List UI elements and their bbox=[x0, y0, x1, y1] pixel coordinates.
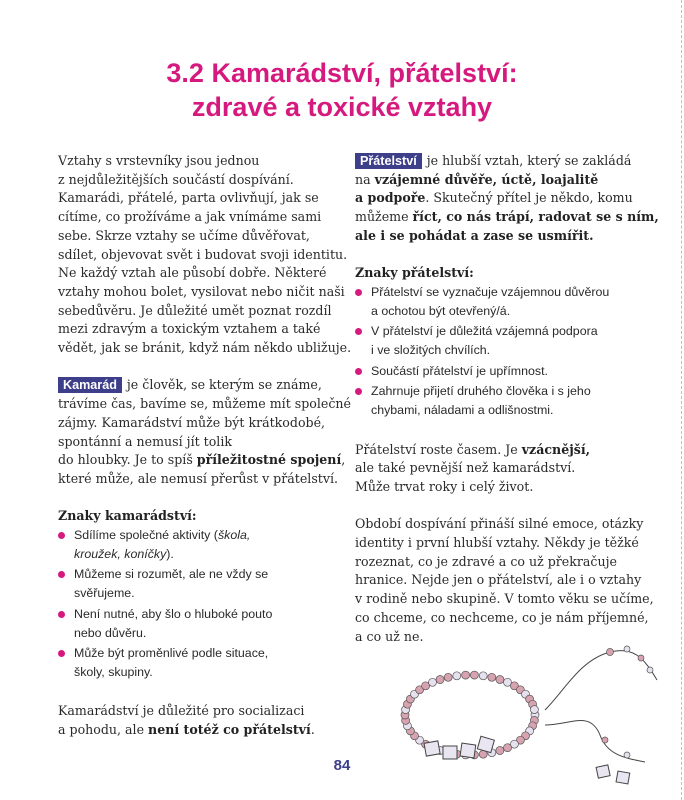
bead bbox=[453, 672, 461, 680]
kamarad-text: trávíme čas, bavíme se, můžeme mít společné bbox=[58, 396, 351, 412]
page-number: 84 bbox=[333, 757, 351, 774]
bead bbox=[436, 676, 444, 684]
kamarad-text: , bbox=[341, 452, 346, 468]
bead bbox=[470, 671, 478, 679]
bead bbox=[504, 744, 512, 752]
list-item-italic: kroužek, koníčky bbox=[74, 546, 167, 561]
pratelstvi-text: je hlubší vztah, který se zakládá bbox=[426, 153, 632, 168]
list-item bbox=[58, 526, 338, 563]
bead bbox=[462, 671, 470, 679]
intro-line: sebedůvěru. Je důležité umět poznat rozdíl bbox=[58, 302, 332, 318]
list-item-text: Přátelství se vyznačuje vzájemnou důvěrou bbox=[371, 284, 610, 299]
bead bbox=[496, 676, 504, 684]
outro-paragraph bbox=[58, 702, 338, 739]
list-item-text: Může být proměnlivé podle situace, bbox=[74, 646, 269, 661]
pratelstvi-text: můžeme bbox=[355, 209, 413, 225]
kamarad-paragraph bbox=[58, 376, 351, 488]
intro-line: cítíme, co prožíváme a jak vnímáme sami bbox=[58, 209, 322, 225]
list-item bbox=[355, 362, 645, 381]
list-item-text: Zahrnuje přijetí druhého člověka i s jeho bbox=[371, 384, 591, 399]
obdobi-line: Období dospívání přináší silné emoce, otázky bbox=[355, 516, 644, 532]
list-item bbox=[355, 382, 645, 419]
obdobi-line: rozeznat, co je zdravé a co už překračuje bbox=[355, 553, 617, 569]
list-item-text: chybami, náladami a odlišnostmi. bbox=[371, 403, 554, 418]
list-item bbox=[355, 283, 645, 320]
left-column bbox=[58, 152, 352, 740]
list-item bbox=[355, 322, 645, 359]
znaky-kamaradstvi-heading: Znaky kamarádství: bbox=[58, 508, 197, 524]
list-item-text: nebo důvěru. bbox=[74, 625, 147, 640]
pratelstvi-emphasis: ale i se pohádat a zase se usmířit. bbox=[355, 227, 594, 243]
kamarad-text: které může, ale nemusí přerůst v přátelství. bbox=[58, 470, 338, 486]
pratelstvi-text: na bbox=[355, 171, 375, 187]
bead bbox=[530, 706, 538, 714]
list-item-text: Můžeme si rozumět, ale ne vždy se bbox=[74, 567, 269, 582]
intro-line: sebe. Skrze vztahy se učíme důvěřovat, bbox=[58, 227, 310, 243]
intro-line: Vztahy s vrstevníky jsou jednou bbox=[58, 153, 260, 168]
pratelstvi-paragraph bbox=[355, 152, 659, 246]
outro-text: Kamarádství je důležité pro socializaci bbox=[58, 703, 305, 719]
pratelstvi-emphasis: říct, co nás trápí, radovat se s ním, bbox=[412, 209, 659, 225]
roste-text: ale také pevnější než kamarádství. bbox=[355, 460, 576, 476]
list-item-text: i ve složitých chvílích. bbox=[371, 343, 491, 358]
pratelstvi-text: . Skutečný přítel je někdo, komu bbox=[425, 190, 633, 206]
page-title-line-1: 3.2 Kamarádství, přátelství: bbox=[166, 58, 518, 88]
obdobi-line: hranice. Nejde jen o přátelství, ale i o vztahy bbox=[355, 572, 642, 588]
pratelstvi-emphasis: a podpoře bbox=[355, 190, 426, 206]
kamarad-text: je člověk, se kterým se známe, bbox=[126, 377, 322, 393]
roste-text: Může trvat roky i celý život. bbox=[355, 478, 534, 494]
list-item-text: Sdílíme společné aktivity ( bbox=[74, 528, 218, 543]
bead bbox=[488, 673, 496, 681]
roste-paragraph bbox=[355, 441, 645, 497]
list-item-text: Součástí přátelství je upřímnost. bbox=[371, 363, 548, 378]
list-item-text: školy, skupiny. bbox=[74, 664, 153, 679]
page-title bbox=[0, 56, 684, 124]
bead bbox=[496, 747, 504, 755]
list-item-text: ). bbox=[166, 546, 174, 561]
list-item bbox=[58, 605, 338, 642]
pratelstvi-emphasis: vzájemné důvěře, úctě, loajalitě bbox=[374, 171, 599, 187]
list-item-text: V přátelství je důležitá vzájemná podpora bbox=[371, 324, 598, 339]
intro-line: vědět, jak se bránit, když nám někdo ubližuje. bbox=[58, 340, 352, 356]
intro-line: sdílet, objevovat svět i budovat svoji identitu. bbox=[58, 246, 348, 262]
znaky-pratelstvi-list bbox=[355, 283, 645, 420]
list-item-text: a ochotou být otevřený/á. bbox=[371, 303, 511, 318]
intro-line: Ne každý vztah ale působí dobře. Některé bbox=[58, 265, 327, 281]
obdobi-paragraph bbox=[355, 515, 654, 646]
intro-line: z nejdůležitějších součástí dospívání. bbox=[58, 171, 294, 187]
kamarad-text: zájmy. Kamarádství může být krátkodobé, bbox=[58, 414, 326, 430]
kamarad-text: do hloubky. Je to spíš bbox=[58, 452, 197, 468]
znaky-pratelstvi-heading: Znaky přátelství: bbox=[355, 265, 474, 281]
obdobi-line: v rodině nebo skupině. V tomto věku se učíme, bbox=[355, 591, 654, 607]
kamarad-emphasis: příležitostné spojení bbox=[196, 452, 342, 468]
bead bbox=[479, 672, 487, 680]
list-item-text: svěřujeme. bbox=[74, 586, 135, 601]
bead bbox=[429, 678, 437, 686]
obdobi-line: a co už ne. bbox=[355, 628, 424, 644]
kamarad-text: spontánní a nemusí jít tolik bbox=[58, 433, 232, 449]
outro-text: . bbox=[310, 722, 315, 738]
intro-line: vztahy mohou bolet, vysilovat nebo ničit naši bbox=[58, 283, 345, 299]
pratelstvi-tag: Přátelství bbox=[355, 153, 422, 169]
outro-text: a pohodu, ale bbox=[58, 722, 149, 738]
intro-line: mezi zdravým a toxickým vztahem a také bbox=[58, 321, 321, 337]
intro-paragraph bbox=[58, 152, 352, 358]
list-item-text: Není nutné, aby šlo o hluboké pouto bbox=[74, 606, 273, 621]
page-title-line-2: zdravé a toxické vztahy bbox=[191, 92, 493, 122]
outro-emphasis: není totéž co přátelství bbox=[148, 722, 311, 738]
list-item bbox=[58, 565, 338, 602]
right-column bbox=[355, 152, 659, 646]
kamarad-tag: Kamarád bbox=[58, 377, 122, 393]
list-item-italic: škola, bbox=[217, 528, 251, 543]
znaky-kamaradstvi-list bbox=[58, 526, 338, 682]
list-item bbox=[58, 644, 338, 681]
obdobi-line: co chceme, co nechceme, co je nám příjemné, bbox=[355, 609, 649, 625]
intro-line: Kamarádi, přátelé, parta ovlivňují, jak se bbox=[58, 190, 319, 206]
roste-emphasis: vzácnější, bbox=[521, 441, 591, 457]
bead bbox=[444, 673, 452, 681]
obdobi-line: identity i první hlubší vztahy. Někdy je těžké bbox=[355, 535, 639, 551]
roste-text: Přátelství roste časem. Je bbox=[355, 441, 522, 457]
